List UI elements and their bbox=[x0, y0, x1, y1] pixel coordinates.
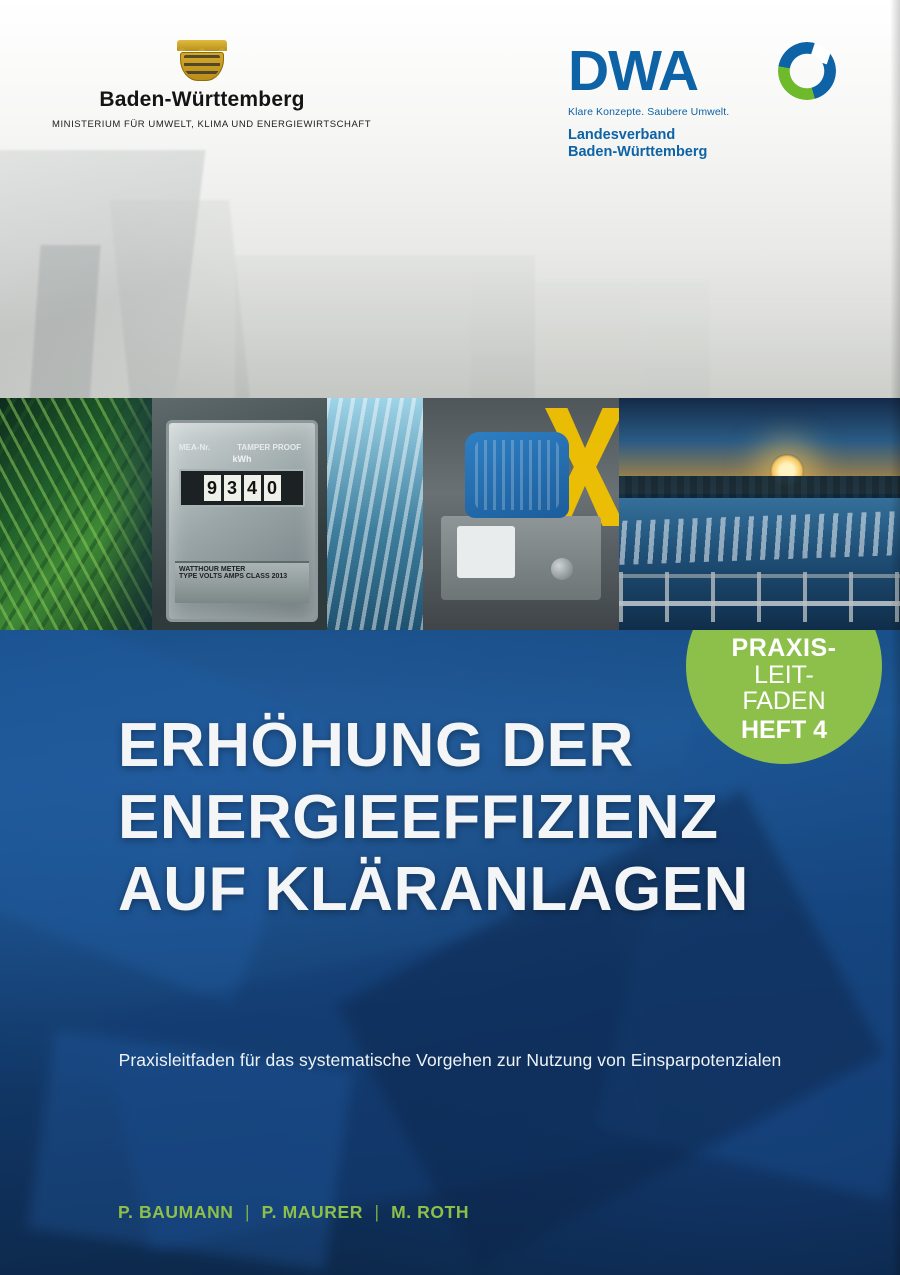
author-separator: | bbox=[245, 1202, 251, 1222]
badge-line-2: LEIT- bbox=[754, 661, 814, 689]
meter-housing bbox=[166, 420, 318, 622]
background-duct-shape bbox=[640, 300, 900, 405]
meter-digit: 4 bbox=[244, 475, 261, 501]
title-line-1: ERHÖHUNG DER bbox=[118, 711, 634, 780]
dwa-association-line2: Baden-Württemberg bbox=[568, 144, 708, 160]
meter-brand-right: TAMPER PROOF bbox=[237, 443, 301, 452]
meter-digit: 3 bbox=[224, 475, 241, 501]
background-pipe-shape bbox=[29, 245, 100, 405]
meter-footer-text: TYPE VOLTS AMPS CLASS 2013 bbox=[179, 573, 288, 580]
meter-unit-label: kWh bbox=[232, 454, 252, 464]
author-separator: | bbox=[374, 1202, 380, 1222]
badge-issue-number: HEFT 4 bbox=[740, 716, 828, 744]
pump-bolt bbox=[551, 558, 573, 580]
blue-pump-motor-photo bbox=[423, 398, 619, 636]
meter-digit-display bbox=[179, 469, 305, 507]
baden-wuerttemberg-crest-icon bbox=[160, 40, 244, 82]
ministry-state-name: Baden-Württemberg bbox=[99, 88, 305, 111]
basin-railing-posts bbox=[619, 572, 900, 622]
series-badge bbox=[686, 630, 882, 764]
meter-brand-left: MEA-Nr. bbox=[179, 443, 211, 452]
dwa-claim: Klare Konzepte. Saubere Umwelt. bbox=[568, 106, 730, 118]
cover-photo-strip bbox=[0, 398, 900, 636]
dwa-association-line1: Landesverband bbox=[568, 127, 676, 143]
wastewater-treatment-plant-sunset-photo bbox=[619, 398, 900, 636]
author-list bbox=[118, 1202, 469, 1223]
author-name: P. MAURER bbox=[261, 1202, 363, 1222]
dwa-ring-icon bbox=[778, 42, 836, 100]
cover-main-area bbox=[0, 630, 900, 1275]
dwa-wordmark: DWA bbox=[568, 39, 698, 103]
title-line-3: AUF KLÄRANLAGEN bbox=[118, 855, 749, 924]
meter-digit: 9 bbox=[204, 475, 221, 501]
flowing-water-photo bbox=[327, 398, 423, 636]
author-name: P. BAUMANN bbox=[118, 1202, 234, 1222]
meter-type-label: WATTHOUR METER bbox=[179, 566, 246, 573]
meter-digit: 0 bbox=[264, 475, 281, 501]
title-line-2: ENERGIEEFFIZIENZ bbox=[118, 783, 719, 852]
electricity-meter-photo bbox=[152, 398, 327, 636]
pump-motor bbox=[465, 432, 569, 518]
ministry-logo bbox=[52, 40, 372, 130]
ministry-department-name: MINISTERIUM FÜR UMWELT, KLIMA UND ENERGIEWIRTSCHAFT bbox=[52, 119, 372, 130]
badge-line-1: PRAXIS- bbox=[731, 634, 837, 662]
dwa-logo bbox=[568, 39, 838, 161]
page-subtitle: Praxisleitfaden für das systematische Vorgehen zur Nutzung von Einsparpotenzialen bbox=[118, 1050, 782, 1070]
background-column-shape bbox=[109, 200, 251, 405]
pump-terminal-box bbox=[457, 526, 515, 578]
page-edge-shadow bbox=[890, 0, 900, 1275]
fern-foliage-photo bbox=[0, 398, 152, 636]
basin-walkway-near bbox=[619, 601, 900, 606]
author-name: M. ROTH bbox=[391, 1202, 470, 1222]
badge-line-3: FADEN bbox=[742, 687, 826, 715]
